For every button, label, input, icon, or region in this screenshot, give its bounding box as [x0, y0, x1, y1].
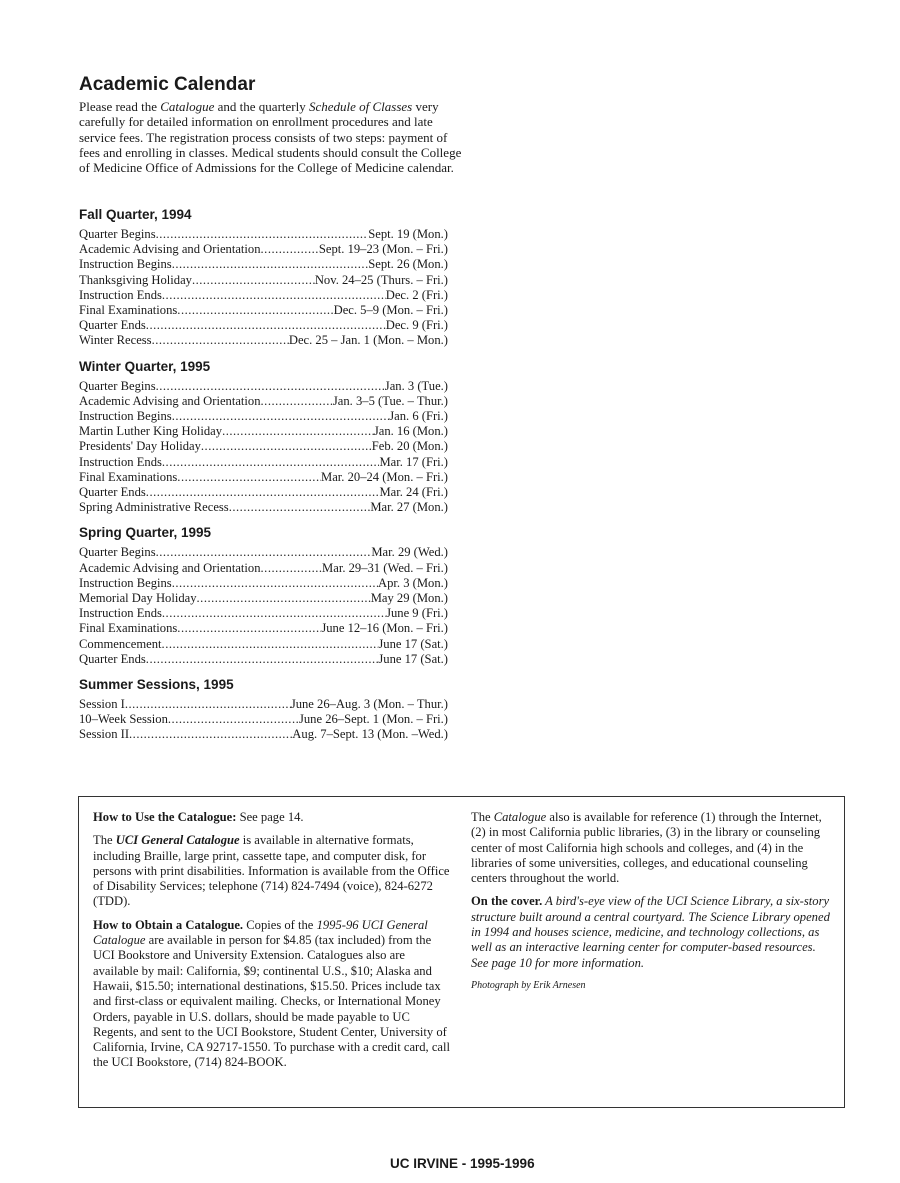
entry-date: Mar. 29 (Wed.) [371, 545, 448, 560]
calendar-entry [79, 712, 448, 727]
obtain-text: are available in person for $4.85 (tax included) from the UCI Bookstore and University Extension. Catalogues also are available by mail: California, $9; continental U.S., $10; Alaska and Hawaii, $15.50; international destinations, $15.50. Prices include tax and first-class or equivalent mailing. Checks, or International Money Orders, payable in U.S. dollars, should be made payable to UC Regents, and sent to the UCI Bookstore, Student Center, University of California, Irvine, CA 92717-1550. To purchase with a credit card, call the UCI Bookstore, (714) 824-BOOK. [93, 933, 451, 1070]
calendar-section-spring [79, 525, 448, 667]
entry-date: Mar. 29–31 (Wed. – Fri.) [322, 560, 448, 575]
obtain-prefix: Copies of the [243, 917, 317, 932]
entry-label: Martin Luther King Holiday [79, 424, 223, 439]
section-heading: Spring Quarter, 1995 [79, 525, 212, 541]
entry-label: Spring Administrative Recess [79, 500, 229, 515]
cover-description: A bird's-eye view of the UCI Science Library, a six-story structure built around a central courtyard. The Science Library opened in 1994 and houses science, medicine, and technology collections, as well as an interactive learning center for computer-based resources. See page 10 for more information. [471, 894, 830, 970]
calendar-entry [79, 470, 448, 485]
entry-date: Feb. 20 (Mon.) [371, 439, 448, 454]
calendar-entry [79, 257, 448, 272]
calendar-entry [79, 455, 448, 470]
calendar-entry [79, 242, 448, 257]
alternative-formats-paragraph [93, 833, 453, 909]
entry-date: Jan. 16 (Mon.) [373, 424, 448, 439]
entry-label: Quarter Ends [79, 651, 146, 666]
entry-date: Dec. 2 (Fri.) [385, 287, 448, 302]
entry-date: Dec. 25 – Jan. 1 (Mon. – Mon.) [288, 333, 448, 348]
section-heading: Fall Quarter, 1994 [79, 207, 192, 222]
dot-leader [172, 257, 369, 272]
entry-date: May 29 (Mon.) [370, 591, 448, 606]
calendar-entry [79, 424, 448, 439]
calendar-entry [79, 561, 448, 576]
entry-label: Instruction Ends [79, 287, 162, 302]
dot-leader [162, 637, 379, 652]
entry-label: 10–Week Session [79, 712, 168, 727]
how-to-use-heading: How to Use the Catalogue: [93, 810, 237, 824]
dot-leader [156, 379, 385, 394]
dot-leader [261, 561, 323, 576]
dot-leader [261, 242, 319, 257]
calendar-section-summer [79, 677, 448, 743]
entry-date: Dec. 5–9 (Mon. – Fri.) [333, 303, 448, 318]
entry-date: June 12–16 (Mon. – Fri.) [321, 621, 448, 636]
dot-leader [146, 485, 380, 500]
dot-leader [146, 652, 379, 667]
calendar-entry [79, 318, 448, 333]
calendar-entry [79, 697, 448, 712]
entry-label: Instruction Begins [79, 575, 172, 590]
dot-leader [261, 394, 333, 409]
entry-label: Instruction Ends [79, 454, 162, 469]
entry-list [79, 379, 448, 516]
entry-label: Final Examinations [79, 621, 178, 636]
entry-date: Jan. 3–5 (Tue. – Thur.) [332, 393, 448, 408]
cover-heading: On the cover. [471, 894, 543, 909]
dot-leader [156, 227, 369, 242]
entry-label: Academic Advising and Orientation [79, 560, 261, 575]
entry-date: Sept. 19–23 (Mon. – Fri.) [318, 242, 448, 257]
calendar-entry [79, 333, 448, 348]
entry-label: Memorial Day Holiday [79, 591, 197, 606]
dot-leader [156, 545, 372, 560]
calendar-entry [79, 485, 448, 500]
entry-date: June 26–Sept. 1 (Mon. – Fri.) [298, 712, 448, 727]
section-heading: Summer Sessions, 1995 [79, 677, 234, 693]
entry-list [79, 697, 448, 743]
calendar-entry [79, 591, 448, 606]
dot-leader [177, 303, 333, 318]
calendar-entry [79, 576, 448, 591]
dot-leader [146, 318, 386, 333]
calendar-entry [79, 273, 448, 288]
calendar-entry [79, 303, 448, 318]
entry-date: Mar. 24 (Fri.) [379, 485, 448, 500]
entry-label: Quarter Ends [79, 318, 146, 333]
calendar-entry [79, 500, 448, 515]
calendar-entry [79, 409, 448, 424]
entry-label: Final Examinations [79, 303, 178, 318]
catalogue-ref: Catalogue [493, 810, 547, 824]
calendar-entry [79, 652, 448, 667]
entry-label: Quarter Begins [79, 378, 156, 393]
entry-date: Apr. 3 (Mon.) [378, 575, 448, 590]
dot-leader [222, 424, 374, 439]
entry-date: Jan. 6 (Fri.) [389, 409, 448, 424]
page-footer: UC IRVINE - 1995-1996 [390, 1156, 535, 1171]
obtain-catalogue-paragraph [93, 918, 453, 1071]
dot-leader [177, 621, 321, 636]
dot-leader [162, 288, 386, 303]
calendar-section-fall [79, 207, 448, 349]
reference-prefix: The [471, 810, 494, 824]
calendar-entry [79, 439, 448, 454]
entry-label: Academic Advising and Orientation [79, 242, 261, 257]
how-to-use-paragraph [93, 810, 453, 825]
obtain-heading: How to Obtain a Catalogue. [93, 917, 244, 932]
reference-paragraph [471, 810, 833, 886]
entry-date: Mar. 27 (Mon.) [370, 500, 448, 515]
entry-list [79, 227, 448, 349]
dot-leader [152, 333, 289, 348]
entry-date: Aug. 7–Sept. 13 (Mon. –Wed.) [292, 727, 448, 742]
entry-date: Sept. 19 (Mon.) [368, 227, 448, 241]
calendar-entry [79, 379, 448, 394]
calendar-entry [79, 621, 448, 636]
info-box [78, 796, 845, 1108]
entry-date: Dec. 9 (Fri.) [385, 318, 448, 333]
calendar-entry [79, 637, 448, 652]
catalogue-edition-title: 1995-96 UCI General Catalogue [93, 917, 428, 948]
intro-text-3: very carefully for detailed information on enrollment procedures and late service fees. The registration process consists of two steps: payment of fees and enrolling in classes. Medical students should consult the College of Medicine Office of Admissions for the College of Medicine calendar. [79, 99, 462, 176]
dot-leader [192, 273, 315, 288]
entry-label: Instruction Begins [79, 409, 172, 424]
entry-label: Session I [79, 697, 125, 712]
entry-date: June 17 (Sat.) [378, 651, 448, 666]
calendar-entry [79, 727, 448, 742]
calendar-entry [79, 227, 448, 242]
entry-label: Academic Advising and Orientation [79, 393, 261, 408]
entry-label: Commencement [79, 636, 162, 651]
entry-date: Nov. 24–25 (Thurs. – Fri.) [314, 272, 448, 287]
availability-text: is available in alternative formats, including Braille, large print, cassette tape, and computer disk, for persons with print disabilities. Information is available from the Office of Disability Services; telephone (714) 824-7494 (voice), 824-6272 (TDD). [93, 833, 450, 909]
dot-leader [197, 591, 371, 606]
cover-paragraph [471, 894, 833, 970]
calendar-entry [79, 394, 448, 409]
calendar-sections [79, 207, 448, 753]
entry-label: Session II [79, 727, 130, 742]
entry-label: Quarter Begins [79, 545, 156, 560]
photo-credit: Photograph by Erik Arnesen [471, 979, 586, 991]
entry-date: June 26–Aug. 3 (Mon. – Thur.) [290, 697, 448, 712]
how-to-use-text: See page 14. [236, 810, 304, 824]
entry-label: Quarter Ends [79, 485, 146, 500]
entry-date: June 9 (Fri.) [386, 606, 448, 621]
dot-leader [229, 500, 371, 515]
intro-text-1: Please read the [79, 99, 161, 114]
reference-text: also is available for reference (1) through the Internet, (2) in most California public libraries, (3) in the library or counseling center of most California high schools and colleges, and (4) in the libraries of some universities, colleges, and educational counseling centers throughout the world. [471, 810, 822, 886]
dot-leader [129, 727, 292, 742]
uci-general-catalogue-title: UCI General Catalogue [115, 833, 240, 848]
schedule-of-classes-ref: Schedule of Classes [308, 99, 413, 114]
entry-label: Final Examinations [79, 469, 178, 484]
dot-leader [125, 697, 291, 712]
section-heading: Winter Quarter, 1995 [79, 358, 211, 374]
catalogue-title-ref: Catalogue [160, 99, 215, 114]
entry-date: Jan. 3 (Tue.) [384, 378, 448, 393]
entry-date: Mar. 20–24 (Mon. – Fri.) [321, 469, 448, 484]
info-column-right [471, 810, 833, 1000]
calendar-entry [79, 288, 448, 303]
calendar-entry [79, 606, 448, 621]
info-column-left [93, 810, 453, 1079]
availability-prefix: The [93, 833, 116, 848]
entry-label: Thanksgiving Holiday [79, 272, 192, 287]
entry-date: June 17 (Sat.) [378, 636, 448, 651]
calendar-section-winter [79, 359, 448, 516]
dot-leader [172, 409, 390, 424]
entry-label: Instruction Begins [79, 257, 172, 272]
entry-date: Mar. 17 (Fri.) [379, 454, 448, 469]
page-title: Academic Calendar [79, 74, 256, 95]
dot-leader [172, 576, 378, 591]
intro-text-2: and the quarterly [214, 99, 309, 114]
entry-label: Instruction Ends [79, 606, 162, 621]
entry-date: Sept. 26 (Mon.) [368, 257, 448, 272]
dot-leader [168, 712, 299, 727]
entry-label: Quarter Begins [79, 227, 156, 241]
dot-leader [162, 606, 386, 621]
dot-leader [162, 455, 380, 470]
entry-list [79, 545, 448, 667]
dot-leader [177, 470, 321, 485]
entry-label: Presidents' Day Holiday [79, 439, 201, 454]
dot-leader [201, 439, 372, 454]
calendar-entry [79, 545, 448, 560]
entry-label: Winter Recess [79, 333, 152, 348]
intro-paragraph [79, 99, 464, 175]
